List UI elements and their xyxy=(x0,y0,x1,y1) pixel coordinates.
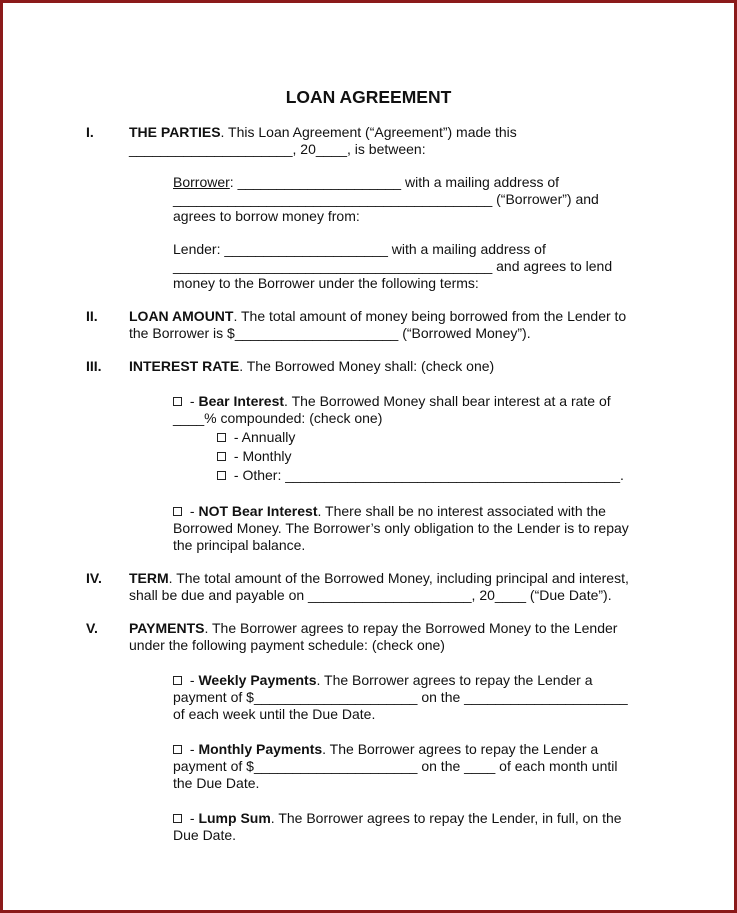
monthly-dash: - xyxy=(186,741,199,757)
document-title: LOAN AGREEMENT xyxy=(285,87,452,107)
payments-heading: PAYMENTS xyxy=(129,620,205,636)
lender-line-1: Lender: _____________________ with a mailing address of xyxy=(173,241,546,257)
parties-text-1: . This Loan Agreement (“Agreement”) made this xyxy=(220,124,517,140)
borrower-label: Borrower xyxy=(173,174,230,190)
term-heading: TERM xyxy=(129,570,169,586)
bear-interest-dash: - xyxy=(186,393,199,409)
not-bear-interest-line-2: Borrowed Money. The Borrower’s only obligation to the Lender is to repay xyxy=(173,520,629,536)
weekly-line-3: of each week until the Due Date. xyxy=(173,706,376,722)
interest-rate-line-1 xyxy=(129,358,494,375)
lump-sum-dash: - xyxy=(186,810,199,826)
bear-interest-line-2: ____% compounded: (check one) xyxy=(173,410,383,426)
monthly-line-2: payment of $_____________________ on the ____ of each month until xyxy=(173,758,618,774)
loan-amount-line-1 xyxy=(129,308,626,325)
section-number-parties: I. xyxy=(86,124,94,140)
not-bear-interest-line-1 xyxy=(173,503,606,520)
option-monthly xyxy=(217,448,291,465)
not-bear-interest-line-3: the principal balance. xyxy=(173,537,306,553)
term-line-1 xyxy=(129,570,629,587)
section-number-payments: V. xyxy=(86,620,98,636)
bear-interest-text-1: . The Borrowed Money shall bear interest at a rate of xyxy=(284,393,611,409)
monthly-checkbox[interactable] xyxy=(217,452,226,461)
interest-rate-heading: INTEREST RATE xyxy=(129,358,240,374)
borrower-line-2: _________________________________________ (“Borrower”) and xyxy=(173,191,599,207)
loan-amount-heading: LOAN AMOUNT xyxy=(129,308,234,324)
lender-line-3: money to the Borrower under the following terms: xyxy=(173,275,479,291)
interest-rate-text-1: . The Borrowed Money shall: (check one) xyxy=(239,358,495,374)
section-number-loan-amount: II. xyxy=(86,308,98,324)
bear-interest-checkbox[interactable] xyxy=(173,397,182,406)
parties-line-1 xyxy=(129,124,517,141)
lump-sum-line-1 xyxy=(173,810,622,827)
annually-checkbox[interactable] xyxy=(217,433,226,442)
weekly-dash: - xyxy=(186,672,199,688)
lump-sum-checkbox[interactable] xyxy=(173,814,182,823)
option-other xyxy=(217,467,624,484)
section-number-term: IV. xyxy=(86,570,102,586)
bear-interest-line-1 xyxy=(173,393,611,410)
parties-line-2: _____________________, 20____, is between: xyxy=(129,141,426,157)
loan-amount-line-2: the Borrower is $_____________________ (“Borrowed Money”). xyxy=(129,325,531,341)
lender-line-2: _________________________________________ and agrees to lend xyxy=(173,258,613,274)
borrower-text-1: : _____________________ with a mailing address of xyxy=(229,174,560,190)
lump-sum-label: Lump Sum xyxy=(198,810,271,826)
other-checkbox[interactable] xyxy=(217,471,226,480)
monthly-line-1 xyxy=(173,741,598,758)
lump-sum-text-1: . The Borrower agrees to repay the Lender, in full, on the xyxy=(270,810,622,826)
payments-line-1 xyxy=(129,620,617,637)
not-bear-interest-text-1: . There shall be no interest associated with the xyxy=(317,503,606,519)
monthly-payments-checkbox[interactable] xyxy=(173,745,182,754)
weekly-payments-label: Weekly Payments xyxy=(198,672,317,688)
borrower-line-1 xyxy=(173,174,559,191)
weekly-line-1 xyxy=(173,672,593,689)
loan-amount-text-1: . The total amount of money being borrowed from the Lender to xyxy=(233,308,627,324)
monthly-payments-label: Monthly Payments xyxy=(198,741,323,757)
not-bear-interest-label: NOT Bear Interest xyxy=(198,503,318,519)
not-bear-interest-checkbox[interactable] xyxy=(173,507,182,516)
other-label: - Other: ___________________________________________. xyxy=(230,467,624,483)
payments-text-1: . The Borrower agrees to repay the Borrowed Money to the Lender xyxy=(204,620,618,636)
option-annually xyxy=(217,429,295,446)
monthly-line-3: the Due Date. xyxy=(173,775,260,791)
weekly-text-1: . The Borrower agrees to repay the Lender a xyxy=(316,672,593,688)
term-line-2: shall be due and payable on _____________________, 20____ (“Due Date”). xyxy=(129,587,612,603)
weekly-payments-checkbox[interactable] xyxy=(173,676,182,685)
bear-interest-label: Bear Interest xyxy=(198,393,285,409)
section-number-interest-rate: III. xyxy=(86,358,102,374)
lump-sum-line-2: Due Date. xyxy=(173,827,237,843)
weekly-line-2: payment of $_____________________ on the _____________________ xyxy=(173,689,628,705)
monthly-text-1: . The Borrower agrees to repay the Lender a xyxy=(322,741,599,757)
payments-line-2: under the following payment schedule: (check one) xyxy=(129,637,445,653)
annually-label: - Annually xyxy=(230,429,296,445)
monthly-label: - Monthly xyxy=(230,448,292,464)
borrower-line-3: agrees to borrow money from: xyxy=(173,208,360,224)
term-text-1: . The total amount of the Borrowed Money, including principal and interest, xyxy=(168,570,629,586)
not-bear-interest-dash: - xyxy=(186,503,199,519)
parties-heading: THE PARTIES xyxy=(129,124,221,140)
